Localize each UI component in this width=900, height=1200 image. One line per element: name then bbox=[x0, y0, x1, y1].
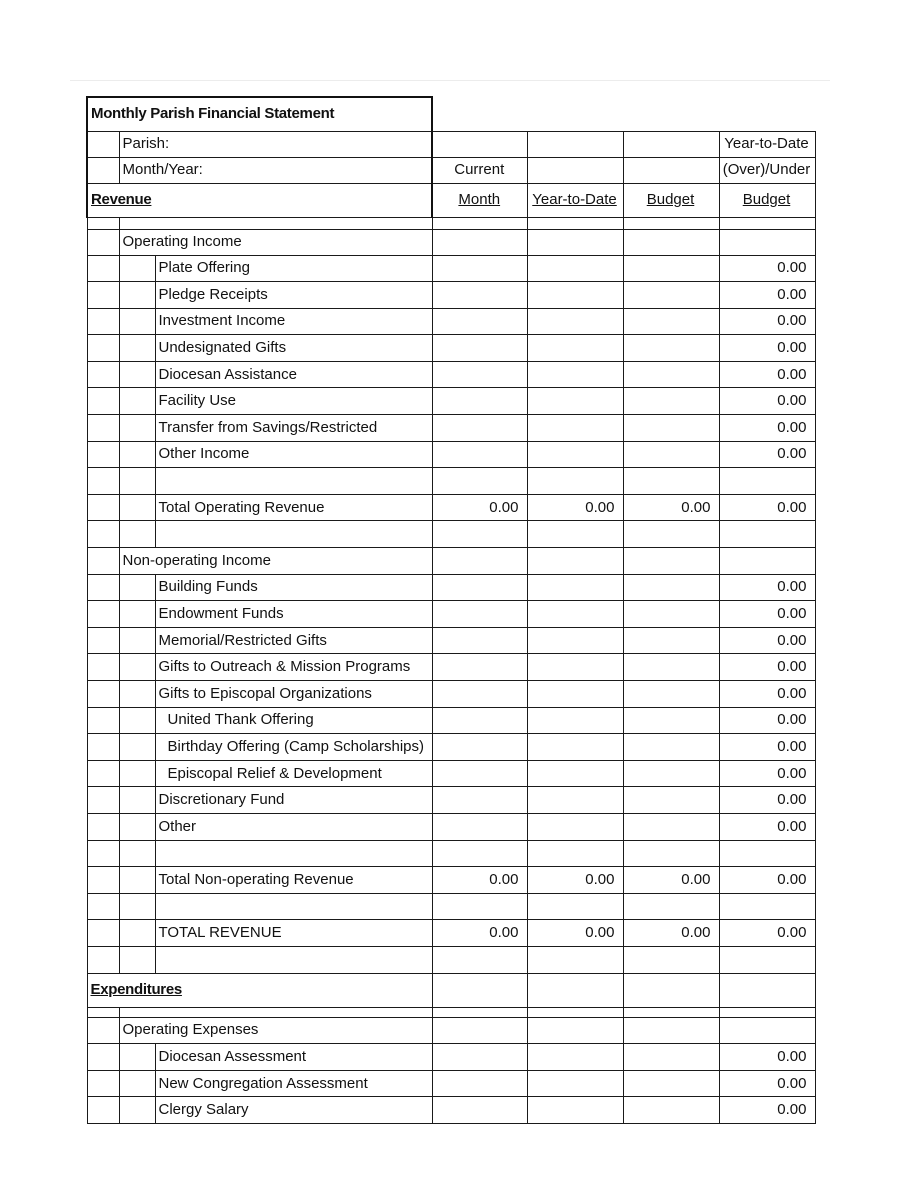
total-ytd: 0.00 bbox=[527, 494, 623, 521]
table-row bbox=[87, 574, 815, 601]
total-revenue-row bbox=[87, 920, 815, 947]
blank-row bbox=[87, 946, 815, 973]
total-variance: 0.00 bbox=[719, 920, 815, 947]
line-item-label: Pledge Receipts bbox=[155, 282, 432, 309]
current-header-top: Current bbox=[432, 157, 527, 183]
line-item-label: New Congregation Assessment bbox=[155, 1070, 432, 1097]
table-row bbox=[87, 282, 815, 309]
total-variance: 0.00 bbox=[719, 867, 815, 894]
nonoperating-income-row bbox=[87, 548, 815, 575]
line-item-variance: 0.00 bbox=[719, 308, 815, 335]
statement-title: Monthly Parish Financial Statement bbox=[87, 97, 432, 131]
budget-header: Budget bbox=[623, 183, 719, 217]
revenue-section-label: Revenue bbox=[87, 183, 432, 217]
total-nonoperating-revenue-row bbox=[87, 867, 815, 894]
line-item-variance: 0.00 bbox=[719, 627, 815, 654]
table-row bbox=[87, 308, 815, 335]
total-label: Total Operating Revenue bbox=[155, 494, 432, 521]
line-item-label: Discretionary Fund bbox=[155, 787, 432, 814]
financial-statement-sheet bbox=[86, 96, 816, 1124]
total-budget: 0.00 bbox=[623, 920, 719, 947]
line-item-label: Building Funds bbox=[155, 574, 432, 601]
line-item-variance: 0.00 bbox=[719, 361, 815, 388]
line-item-label: Investment Income bbox=[155, 308, 432, 335]
blank-row bbox=[87, 840, 815, 867]
parish-label: Parish: bbox=[119, 131, 432, 157]
total-label: Total Non-operating Revenue bbox=[155, 867, 432, 894]
ytd-header: Year-to-Date bbox=[527, 183, 623, 217]
line-item-variance: 0.00 bbox=[719, 707, 815, 734]
line-item-variance: 0.00 bbox=[719, 574, 815, 601]
line-item-label: United Thank Offering bbox=[155, 707, 432, 734]
variance-header-line3: Budget bbox=[719, 183, 815, 217]
variance-header-line1: Year-to-Date bbox=[719, 131, 815, 157]
line-item-variance: 0.00 bbox=[719, 734, 815, 761]
line-item-label: Gifts to Episcopal Organizations bbox=[155, 681, 432, 708]
table-row bbox=[87, 1097, 815, 1124]
line-item-label: Memorial/Restricted Gifts bbox=[155, 627, 432, 654]
total-label: TOTAL REVENUE bbox=[155, 920, 432, 947]
line-item-variance: 0.00 bbox=[719, 1097, 815, 1124]
table-row bbox=[87, 707, 815, 734]
table-row bbox=[87, 654, 815, 681]
parish-row bbox=[87, 131, 815, 157]
spacer-row bbox=[87, 1007, 815, 1017]
total-budget: 0.00 bbox=[623, 494, 719, 521]
table-row bbox=[87, 441, 815, 468]
line-item-variance: 0.00 bbox=[719, 282, 815, 309]
nonoperating-income-label: Non-operating Income bbox=[119, 548, 432, 575]
line-item-variance: 0.00 bbox=[719, 654, 815, 681]
month-year-label: Month/Year: bbox=[119, 157, 432, 183]
page-top-rule bbox=[70, 80, 830, 81]
operating-expenses-row bbox=[87, 1017, 815, 1044]
total-ytd: 0.00 bbox=[527, 867, 623, 894]
line-item-label: Undesignated Gifts bbox=[155, 335, 432, 362]
line-item-label: Diocesan Assistance bbox=[155, 361, 432, 388]
table-row bbox=[87, 1044, 815, 1071]
line-item-label: Other bbox=[155, 813, 432, 840]
table-row bbox=[87, 1070, 815, 1097]
line-item-label: Clergy Salary bbox=[155, 1097, 432, 1124]
line-item-variance: 0.00 bbox=[719, 335, 815, 362]
total-current: 0.00 bbox=[432, 867, 527, 894]
table-row bbox=[87, 255, 815, 282]
operating-income-row bbox=[87, 229, 815, 255]
line-item-label: Endowment Funds bbox=[155, 601, 432, 628]
table-row bbox=[87, 681, 815, 708]
table-row bbox=[87, 787, 815, 814]
line-item-label: Transfer from Savings/Restricted bbox=[155, 415, 432, 442]
line-item-label: Birthday Offering (Camp Scholarships) bbox=[155, 734, 432, 761]
table-row bbox=[87, 335, 815, 362]
operating-income-label: Operating Income bbox=[119, 229, 432, 255]
line-item-variance: 0.00 bbox=[719, 441, 815, 468]
line-item-variance: 0.00 bbox=[719, 760, 815, 787]
table-row bbox=[87, 734, 815, 761]
line-item-label: Episcopal Relief & Development bbox=[155, 760, 432, 787]
variance-header-line2: (Over)/Under bbox=[719, 157, 815, 183]
table-row bbox=[87, 601, 815, 628]
table-row bbox=[87, 388, 815, 415]
line-item-variance: 0.00 bbox=[719, 787, 815, 814]
line-item-variance: 0.00 bbox=[719, 388, 815, 415]
spacer-row bbox=[87, 217, 815, 229]
table-row bbox=[87, 627, 815, 654]
total-operating-revenue-row bbox=[87, 494, 815, 521]
table-row bbox=[87, 760, 815, 787]
line-item-label: Plate Offering bbox=[155, 255, 432, 282]
line-item-variance: 0.00 bbox=[719, 415, 815, 442]
table-row bbox=[87, 361, 815, 388]
line-item-variance: 0.00 bbox=[719, 1044, 815, 1071]
blank-row bbox=[87, 468, 815, 495]
blank-row bbox=[87, 521, 815, 548]
line-item-variance: 0.00 bbox=[719, 813, 815, 840]
line-item-variance: 0.00 bbox=[719, 601, 815, 628]
total-budget: 0.00 bbox=[623, 867, 719, 894]
total-current: 0.00 bbox=[432, 494, 527, 521]
total-current: 0.00 bbox=[432, 920, 527, 947]
blank-row bbox=[87, 893, 815, 920]
line-item-label: Other Income bbox=[155, 441, 432, 468]
expenditures-header-row bbox=[87, 973, 815, 1007]
table-row bbox=[87, 415, 815, 442]
operating-expenses-label: Operating Expenses bbox=[119, 1017, 432, 1044]
line-item-variance: 0.00 bbox=[719, 255, 815, 282]
total-variance: 0.00 bbox=[719, 494, 815, 521]
line-item-label: Facility Use bbox=[155, 388, 432, 415]
line-item-variance: 0.00 bbox=[719, 1070, 815, 1097]
current-header-bottom: Month bbox=[432, 183, 527, 217]
title-row bbox=[87, 97, 815, 131]
table-row bbox=[87, 813, 815, 840]
revenue-header-row bbox=[87, 183, 815, 217]
expenditures-section-label: Expenditures bbox=[87, 973, 432, 1007]
line-item-variance: 0.00 bbox=[719, 681, 815, 708]
line-item-label: Gifts to Outreach & Mission Programs bbox=[155, 654, 432, 681]
financial-statement-table bbox=[86, 96, 816, 1124]
total-ytd: 0.00 bbox=[527, 920, 623, 947]
line-item-label: Diocesan Assessment bbox=[155, 1044, 432, 1071]
month-year-row bbox=[87, 157, 815, 183]
